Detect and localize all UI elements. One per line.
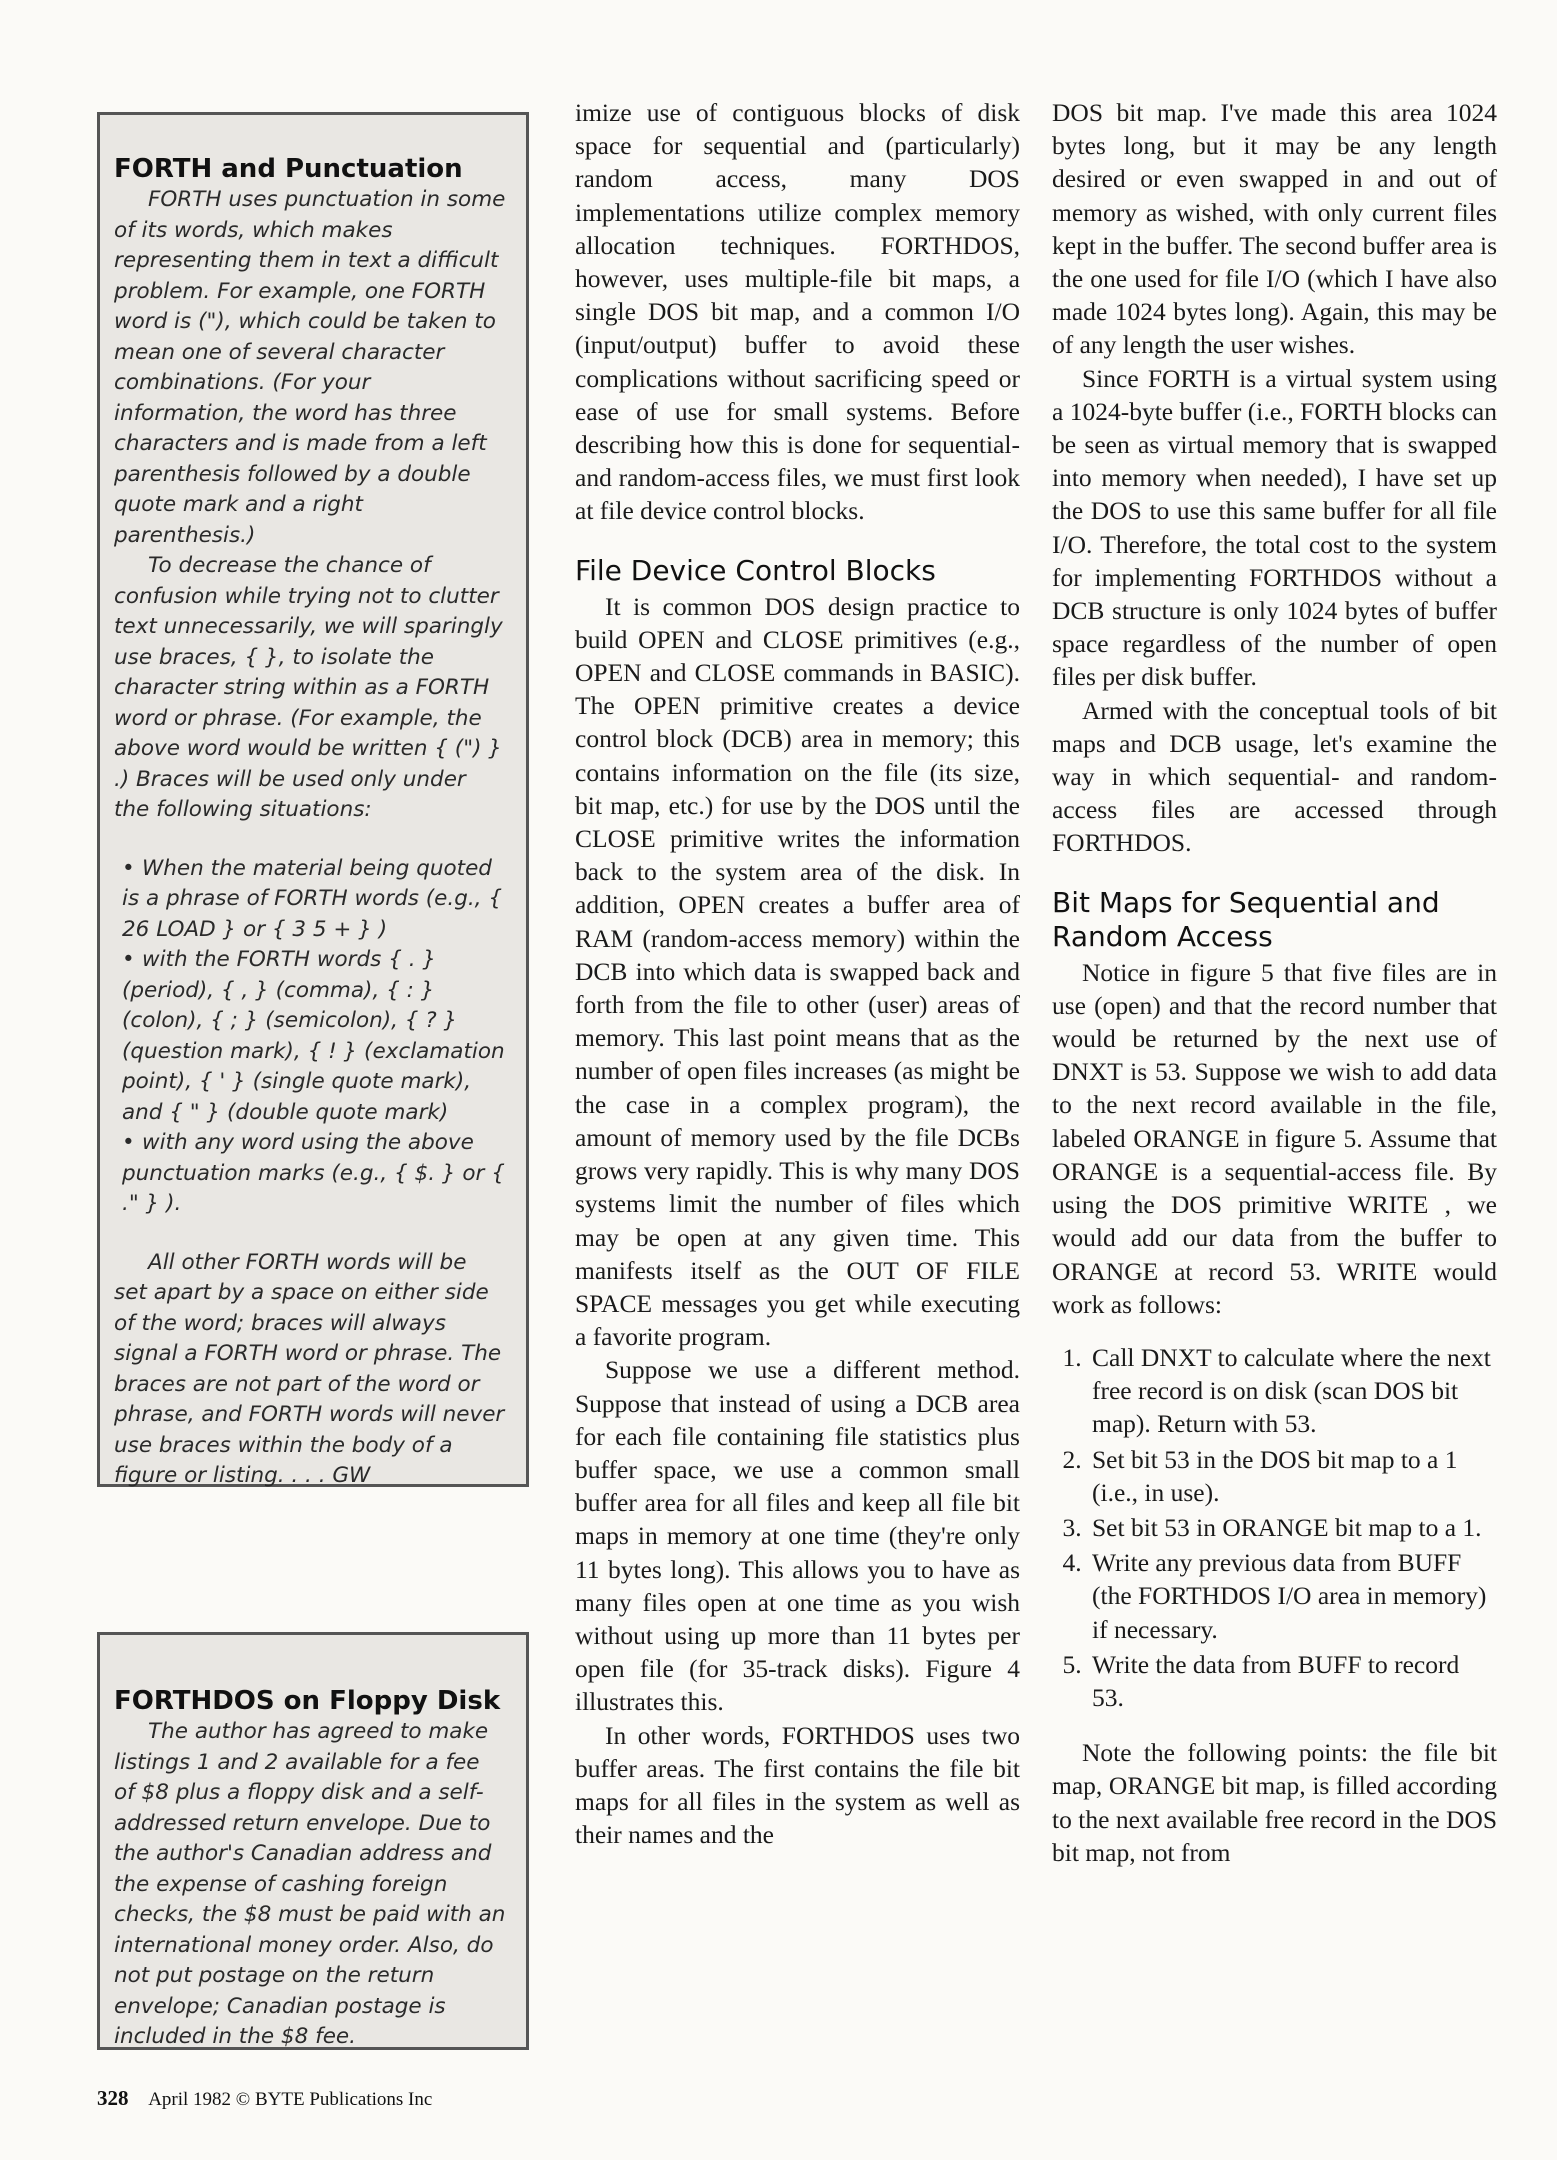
article-column-right bbox=[1052, 96, 1497, 1869]
sidebar-bullet: • When the material being quoted is a phrase of FORTH words (e.g., { 26 LOAD } or { 3 5 + } ) bbox=[122, 855, 503, 942]
sidebar-bullet: • with any word using the above punctuation marks (e.g., { $. } or { ." } ). bbox=[122, 1130, 505, 1216]
body-paragraph: Suppose we use a different method. Suppose that instead of using a DCB area for each file containing file statistics plus buffer space, we use a common small buffer area for all files and keep all file bit maps in memory at one time (they're only 11 bytes long). This allows you to have as many files open at one time as you wish without using up more than 11 bytes per open file (for 35-track disks). Figure 4 illustrates this. bbox=[575, 1355, 1020, 1717]
list-item: 3. Set bit 53 in ORANGE bit map to a 1. bbox=[1088, 1511, 1497, 1544]
list-item: 2. Set bit 53 in the DOS bit map to a 1 (i.e., in use). bbox=[1088, 1443, 1497, 1509]
body-paragraph: Since FORTH is a virtual system using a 1024-byte buffer (i.e., FORTH blocks can be seen as virtual memory that is swapped into memory when needed), I have set up the DOS to use this same buffer for all file I/O. Therefore, the total cost to the system for implementing FORTHDOS without a DCB structure is only 1024 bytes of buffer space regardless of the number of open files per disk buffer. bbox=[1052, 363, 1497, 692]
sidebar-paragraph: To decrease the chance of confusion while trying not to clutter text unnecessarily, we will sparingly use braces, { }, to isolate the character string within as a FORTH word or phrase. (For example, the above word would be written { (") } .) Braces will be used only under the following situations: bbox=[114, 553, 503, 822]
sidebar-title: FORTHDOS on Floppy Disk bbox=[114, 1686, 501, 1716]
sidebar-bullet: • with the FORTH words { . } (period), { , } (comma), { : } (colon), { ; } (semicolon), { ? } (question mark), { ! } (exclamation point), { ' } (single quote mark), and { " } (double quote mark) bbox=[122, 947, 505, 1125]
body-paragraph: It is common DOS design practice to build OPEN and CLOSE primitives (e.g., OPEN and CLOSE commands in BASIC). The OPEN primitive creates a device control block (DCB) area in memory; this contains information on the file (its size, bit map, etc.) for use by the DOS until the CLOSE primitive writes the information back to the system area of the disk. In addition, OPEN creates a buffer area of RAM (random-access memory) within the DCB into which data is swapped back and forth from the file to other (user) areas of memory. This last point means that as the number of open files increases (as might be the case in a complex program), the amount of memory used by the file DCBs grows very rapidly. This is why many DOS systems limit the number of files which may be open at any given time. This manifests itself as the OUT OF FILE SPACE messages you get while executing a favorite program. bbox=[575, 591, 1020, 1352]
body-paragraph: imize use of contiguous blocks of disk space for sequential and (particularly) random access, many DOS implementations utilize complex memory allocation techniques. FORTHDOS, however, uses multiple-file bit maps, a single DOS bit map, and a common I/O (input/output) buffer to avoid these complications without sacrificing speed or ease of use for small systems. Before describing how this is done for sequential- and random-access files, we must first look at file device control blocks. bbox=[575, 98, 1020, 526]
page-footer bbox=[97, 2086, 432, 2111]
page-number: 328 bbox=[97, 2086, 129, 2110]
body-paragraph: Armed with the conceptual tools of bit maps and DCB usage, let's examine the way in which sequential- and random-access files are accessed through FORTHDOS. bbox=[1052, 695, 1497, 858]
section-heading: Bit Maps for Sequential and Random Access bbox=[1052, 885, 1440, 953]
sidebar-closing: All other FORTH words will be set apart by a space on either side of the word; braces will always signal a FORTH word or phrase. The braces are not part of the word or phrase, and FORTH words will never use braces within the body of a figure or listing. . . . GW bbox=[114, 1249, 505, 1488]
body-paragraph: DOS bit map. I've made this area 1024 bytes long, but it may be any length desired or even swapped in and out of memory as wished, with only current files kept in the buffer. The second buffer area is the one used for file I/O (which I have also made 1024 bytes long). Again, this may be of any length the user wishes. bbox=[1052, 98, 1497, 360]
list-item: 5. Write the data from BUFF to record 53. bbox=[1088, 1648, 1497, 1714]
list-item: 1. Call DNXT to calculate where the next free record is on disk (scan DOS bit map). Return with 53. bbox=[1088, 1341, 1497, 1441]
numbered-list bbox=[1052, 1341, 1497, 1714]
article-column-middle bbox=[575, 96, 1020, 1851]
sidebar-floppy-disk bbox=[97, 1632, 529, 2050]
bullet-icon: • bbox=[122, 947, 135, 972]
body-paragraph: Notice in figure 5 that five files are in use (open) and that the record number that would be returned by the next use of DNXT is 53. Suppose we wish to add data to the next record available in the file, labeled ORANGE in figure 5. Assume that ORANGE is a sequential-access file. By using the DOS primitive WRITE , we would add our data from the buffer to ORANGE at record 53. WRITE would work as follows: bbox=[1052, 957, 1497, 1319]
body-paragraph: Note the following points: the file bit map, ORANGE bit map, is filled according to the next available free record in the DOS bit map, not from bbox=[1052, 1738, 1497, 1867]
sidebar-forth-punctuation bbox=[97, 112, 529, 1487]
footer-credit: April 1982 © BYTE Publications Inc bbox=[148, 2089, 433, 2110]
section-heading: File Device Control Blocks bbox=[575, 553, 936, 587]
sidebar-paragraph: The author has agreed to make listings 1 and 2 available for a fee of $8 plus a floppy disk and a self-addressed return envelope. Due to the author's Canadian address and the expense of cashing foreign checks, the $8 must be paid with an international money order. Also, do not put postage on the return envelope; Canadian postage is included in the $8 fee. bbox=[114, 1719, 506, 2049]
list-item: 4. Write any previous data from BUFF (the FORTHDOS I/O area in memory) if necessary. bbox=[1088, 1546, 1497, 1646]
sidebar-title: FORTH and Punctuation bbox=[114, 154, 463, 184]
bullet-icon: • bbox=[122, 1130, 135, 1155]
sidebar-paragraph: FORTH uses punctuation in some of its words, which makes representing them in text a difficult problem. For example, one FORTH word is ("), which could be taken to mean one of several character combinations. (For your information, the word has three characters and is made from a left parenthesis followed by a double quote mark and a right parenthesis.) bbox=[114, 187, 506, 548]
body-paragraph: In other words, FORTHDOS uses two buffer areas. The first contains the file bit maps for all files in the system as well as their names and the bbox=[575, 1720, 1020, 1850]
bullet-icon: • bbox=[122, 855, 135, 881]
